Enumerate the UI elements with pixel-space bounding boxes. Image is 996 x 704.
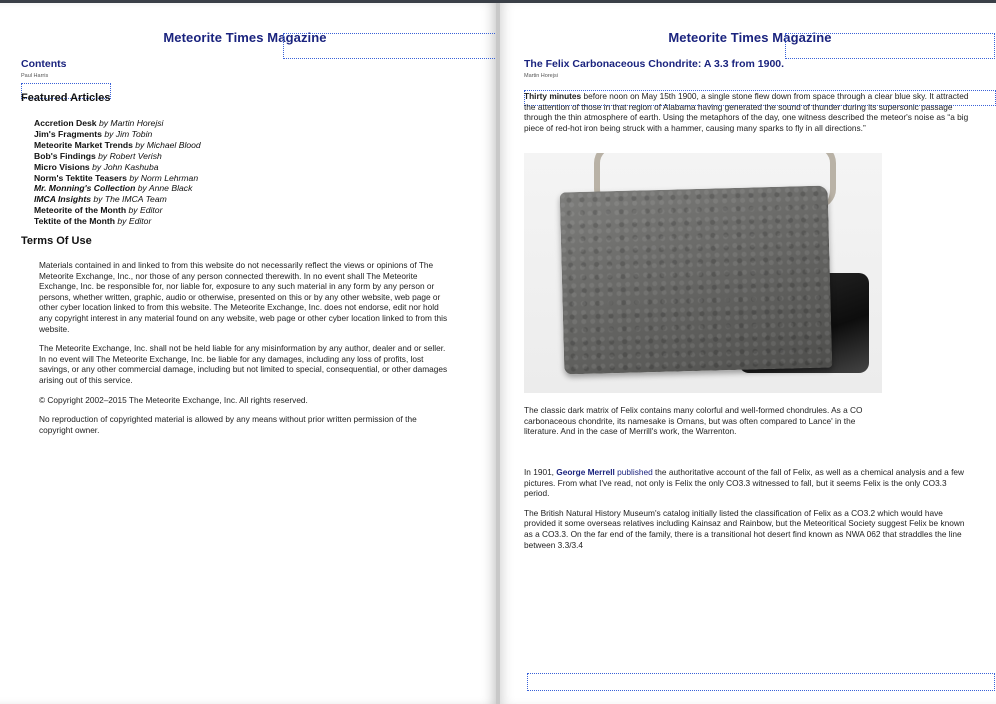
p2-pre: In 1901, bbox=[524, 467, 557, 477]
article-link[interactable]: Micro Visions bbox=[34, 161, 90, 172]
article-link[interactable]: Norm's Tektite Teasers bbox=[34, 172, 127, 183]
article-item[interactable] bbox=[34, 183, 201, 194]
magazine-title-right: Meteorite Times Magazine bbox=[668, 30, 832, 45]
article-body bbox=[524, 467, 974, 559]
right-page[interactable] bbox=[500, 3, 996, 704]
published-text[interactable]: published bbox=[614, 467, 653, 477]
article-author: by John Kashuba bbox=[89, 161, 159, 172]
article-author: by Editor bbox=[115, 216, 152, 227]
article-author: by The IMCA Team bbox=[90, 194, 167, 205]
body-paragraph: The British Natural History Museum's catalog initially listed the classification of Felix as a CO3.2 which would have provided it some overseas relatives including Kainsaz and Rainbow, but the Meteoritical Society suggest Felix be known as a CO3.3. On the far end of the family, there is a transitional hot desert find known as NWA 062 that straddles the line between 3.3/3.4 bbox=[524, 507, 965, 550]
featured-articles-heading: Featured Articles bbox=[21, 92, 111, 104]
meteorite-photo bbox=[524, 153, 882, 393]
article-intro bbox=[524, 91, 972, 142]
merrell-name[interactable]: George Merrell bbox=[556, 467, 615, 477]
article-item[interactable] bbox=[34, 140, 201, 151]
article-list bbox=[34, 118, 201, 227]
article-author: by Anne Black bbox=[135, 183, 193, 194]
article-item[interactable] bbox=[34, 173, 201, 184]
copyright-text: © Copyright 2002–2015 The Meteorite Exchange, Inc. All rights reserved. bbox=[39, 394, 308, 405]
title-frame-right bbox=[785, 33, 995, 59]
title-frame-left bbox=[283, 33, 496, 59]
article-author: by Michael Blood bbox=[132, 139, 201, 150]
caption-text: The classic dark matrix of Felix contains many colorful and well-formed chondrules. As a CO carbonaceous chondrite, its namesake is Ornans, but was often compared to Lance' in the literature. And in the case of Merrill's work, the Warrenton. bbox=[524, 405, 863, 437]
article-author: by Jim Tobin bbox=[101, 128, 153, 139]
article-item[interactable] bbox=[34, 118, 201, 129]
footer-frame bbox=[527, 673, 995, 691]
article-item[interactable] bbox=[34, 194, 201, 205]
article-link[interactable]: Tektite of the Month bbox=[34, 216, 115, 227]
contents-title: Contents bbox=[21, 58, 67, 70]
left-page[interactable] bbox=[0, 3, 496, 704]
intro-text: before noon on May 15th 1900, a single stone flew down from space through a clear blue sky. It attracted the attention of those in that region of Alabama having generated the sound of thunder during its supersonic passage through the thin atmosphere of earth. Using the metaphors of the day, one witness described the meteor's noise as “a big piece of red-hot iron being struck with a hammer, causing many sparks to fly in all directions.” bbox=[524, 91, 969, 133]
article-link[interactable]: Bob's Findings bbox=[34, 150, 96, 161]
p2-post: the authoritative account of the fall of Felix, as well as a chemical analysis and a few pictures. From what I've read, not only is Felix the only CO3.3 witnessed to fall, but it seems Felix is the only CO3.3 period. bbox=[524, 467, 964, 499]
terms-paragraph: No reproduction of copyrighted material is allowed by any means without prior written permission of the copyright owner. bbox=[39, 414, 417, 435]
article-item[interactable] bbox=[34, 151, 201, 162]
article-item[interactable] bbox=[34, 205, 201, 216]
body-paragraph bbox=[524, 467, 974, 499]
article-link[interactable]: Mr. Monning's Collection bbox=[34, 183, 136, 194]
article-link[interactable]: Meteorite Market Trends bbox=[34, 139, 133, 150]
article-item[interactable] bbox=[34, 216, 201, 227]
intro-lead: Thirty minutes bbox=[524, 91, 582, 101]
article-author: by Martin Horejsi bbox=[96, 118, 164, 128]
merrell-link[interactable] bbox=[556, 467, 652, 477]
article-link[interactable]: Jim's Fragments bbox=[34, 128, 102, 139]
contents-byline: Paul Harris bbox=[21, 73, 49, 79]
article-link[interactable]: Accretion Desk bbox=[34, 118, 97, 128]
terms-heading: Terms Of Use bbox=[21, 235, 92, 247]
terms-paragraph: The Meteorite Exchange, Inc. shall not be held liable for any misinformation by any author, dealer and or seller. In no event will The Meteorite Exchange, Inc. be liable for any damages, including any loss of profits, lost savings, or any other commercial damage, including but not limited to special, consequential, or other damages arising out of this service. bbox=[39, 343, 448, 385]
terms-paragraph: Materials contained in and linked to from this website do not necessarily reflect the views or opinions of The Meteorite Exchange, Inc., nor those of any person connected therewith. In no event shall The Meteorite Exchange, Inc. be responsible for, nor liable for, exposure to any such material in any form by any person or persons, whether written, graphic, audio or otherwise, presented on this or by any other website, web page or other cyber location linked to from this website. The Meteorite Exchange, Inc. does not endorse, edit nor hold any copyright interest in any material found on any website, web page or other cyber location linked to from this website. bbox=[39, 260, 448, 334]
article-item[interactable] bbox=[34, 162, 201, 173]
article-author: by Robert Verish bbox=[95, 150, 162, 161]
meteorite-stone bbox=[560, 186, 833, 375]
article-author: by Editor bbox=[126, 205, 163, 216]
article-link[interactable]: Meteorite of the Month bbox=[34, 205, 127, 216]
article-author: by Norm Lehrman bbox=[126, 172, 199, 183]
magazine-title-left: Meteorite Times Magazine bbox=[163, 30, 327, 45]
photo-caption bbox=[524, 405, 884, 446]
article-item[interactable] bbox=[34, 129, 201, 140]
article-link[interactable]: IMCA Insights bbox=[34, 194, 91, 205]
article-title[interactable]: The Felix Carbonaceous Chondrite: A 3.3 from 1900. bbox=[524, 58, 785, 70]
terms-body bbox=[39, 260, 451, 444]
article-byline: Martin Horejsi bbox=[524, 73, 558, 79]
